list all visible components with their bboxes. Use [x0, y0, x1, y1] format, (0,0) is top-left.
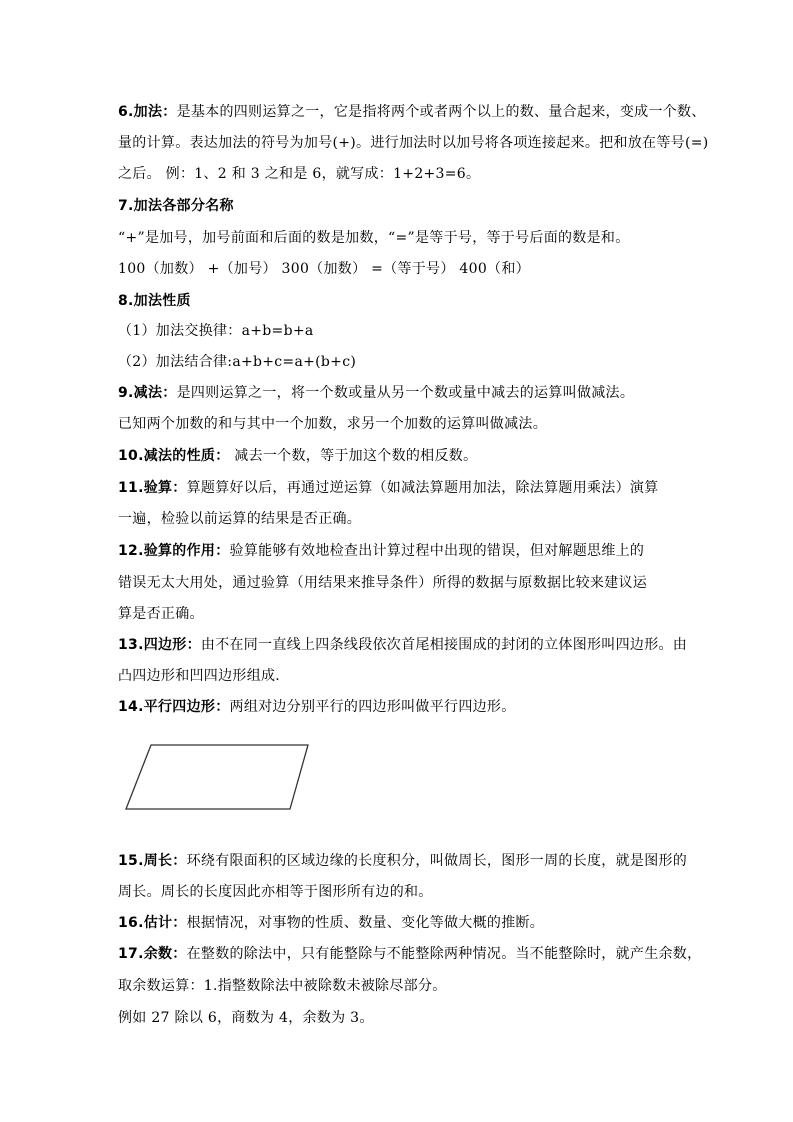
section-17-line-1: [118, 944, 702, 964]
term-addition: 6.加法：: [118, 104, 177, 120]
section-7-heading: 7.加法各部分名称: [118, 198, 234, 214]
term-subtraction: 9.减法：: [118, 385, 177, 401]
parallelogram-figure: [118, 730, 328, 840]
section-6-line-3: 之后。 例：1、2 和 3 之和是 6，就写成：1+2+3=6。: [118, 166, 481, 182]
section-6-line-2: 量的计算。表达加法的符号为加号(+)。进行加法时以加号将各项连接起来。把和放在等号(=): [118, 135, 709, 151]
text: 验算能够有效地检查出计算过程中出现的错误，但对解题思维上的: [229, 543, 645, 559]
section-9-line-1: [118, 383, 678, 403]
section-15-line-1: [118, 851, 688, 871]
text: 由不在同一直线上四条线段依次首尾相接围成的封闭的立体图形叫四边形。由: [200, 637, 688, 653]
text: 是基本的四则运算之一，它是指将两个或者两个以上的数、量合起来，变成一个数、: [176, 104, 706, 120]
term-estimate: 16.估计：: [118, 915, 187, 931]
section-12-line-1: [118, 541, 678, 561]
section-8-line-1: （1）加法交换律：a+b=b+a: [118, 323, 314, 339]
section-12-line-2: 错误无太大用处，通过验算（用结果来推导条件）所得的数据与原数据比较来建议运: [118, 575, 648, 591]
section-7-line-1: “+”是加号，加号前面和后面的数是加数，“=”是等于号，等于号后面的数是和。: [118, 230, 630, 246]
section-8-line-2: （2）加法结合律:a+b+c=a+(b+c): [118, 354, 357, 370]
text: 在整数的除法中，只有能整除与不能整除两种情况。当不能整除时，就产生余数，: [186, 946, 702, 962]
term-check-purpose: 12.验算的作用：: [118, 543, 230, 559]
term-remainder: 17.余数：: [118, 946, 187, 962]
section-14-line-1: [118, 697, 678, 717]
section-15-line-2: 周长。周长的长度因此亦相等于图形所有边的和。: [118, 884, 433, 900]
parallelogram-shape: [126, 745, 308, 809]
section-6-line-1: [118, 102, 706, 122]
term-quadrilateral: 13.四边形：: [118, 637, 201, 653]
section-12-line-3: 算是否正确。: [118, 606, 204, 622]
parallelogram-icon: [118, 730, 328, 840]
section-10-line-1: [118, 446, 678, 466]
section-16-line-1: [118, 913, 678, 933]
section-13-line-2: 凸四边形和凹四边形组成.: [118, 668, 281, 684]
term-subtraction-property: 10.减法的性质：: [118, 448, 230, 464]
section-11-line-2: 一遍，检验以前运算的结果是否正确。: [118, 511, 362, 527]
text: 根据情况，对事物的性质、数量、变化等做大概的推断。: [186, 915, 545, 931]
text: 环绕有限面积的区域边缘的长度积分，叫做周长，图形一周的长度，就是图形的: [186, 853, 688, 869]
section-7-line-2: 100（加数） +（加号） 300（加数） =（等于号） 400（和）: [118, 261, 530, 277]
text: 减去一个数，等于加这个数的相反数。: [229, 448, 478, 464]
term-check-calculation: 11.验算：: [118, 480, 187, 496]
text: 是四则运算之一，将一个数或量从另一个数或量中减去的运算叫做减法。: [176, 385, 635, 401]
text: 两组对边分别平行的四边形叫做平行四边形。: [229, 699, 516, 715]
section-9-line-2: 已知两个加数的和与其中一个加数，求另一个加数的运算叫做减法。: [118, 416, 547, 432]
section-13-line-1: [118, 635, 688, 655]
section-17-line-3: 例如 27 除以 6，商数为 4，余数为 3。: [118, 1010, 374, 1026]
term-perimeter: 15.周长：: [118, 853, 187, 869]
section-11-line-1: [118, 478, 678, 498]
term-parallelogram: 14.平行四边形：: [118, 699, 230, 715]
section-8-heading: 8.加法性质: [118, 293, 191, 309]
text: 算题算好以后，再通过逆运算（如减法算题用加法，除法算题用乘法）演算: [186, 480, 659, 496]
section-17-line-2: 取余数运算：1.指整数除法中被除数未被除尽部分。: [118, 978, 447, 994]
